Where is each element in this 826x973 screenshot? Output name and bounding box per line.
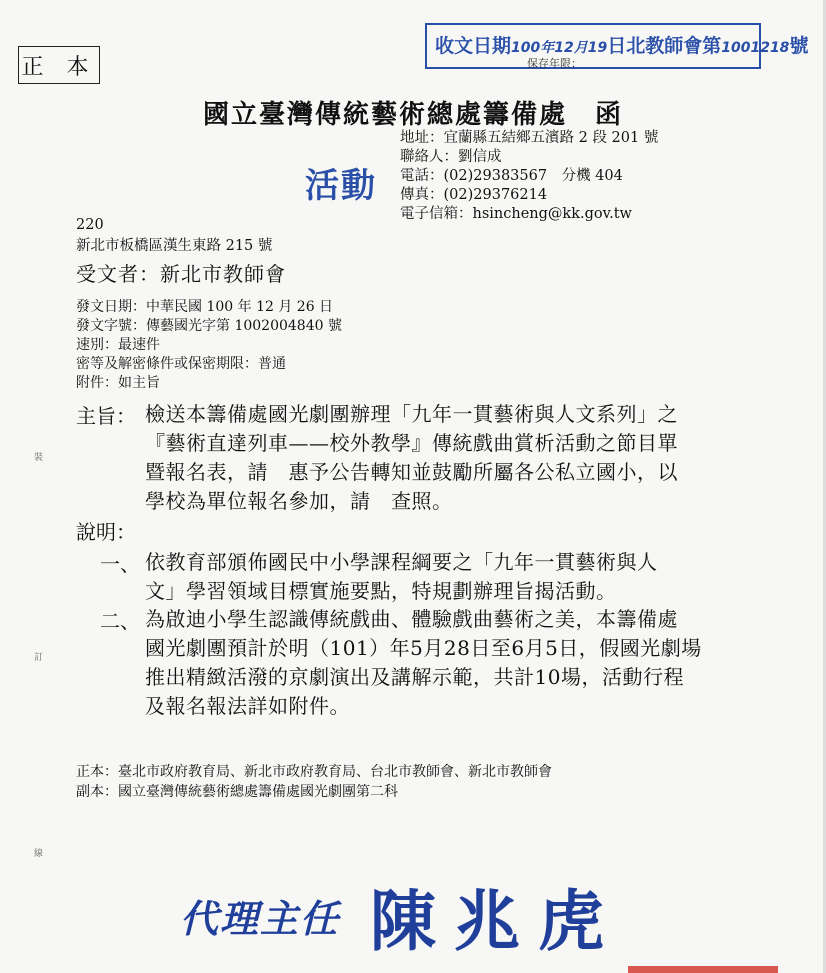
attachment-note: 附件：如主旨 [76,375,160,391]
explanation-label: 說明： [76,520,136,544]
item-line: 為啟迪小學生認識傳統戲曲、體驗戲曲藝術之美，本籌備處 [145,607,678,631]
stamp-suffix: 號 [789,35,809,57]
explanation-item-2 [145,605,755,721]
item-line: 文」學習領域目標實施要點，特規劃辦理旨揭活動。 [145,579,617,603]
sender-fax: 傳真：(02)29376214 [400,187,548,203]
secrecy-level: 密等及解密條件或保密期限：普通 [76,356,286,372]
recipient: 受文者：新北市教師會 [76,262,286,286]
item-line: 及報名報法詳如附件。 [145,694,350,718]
stamp-archive-label: 保存年限： [527,57,582,70]
binding-mark: 裝 [34,453,44,463]
sender-phone: 電話：(02)29383567 分機 404 [400,168,623,184]
stamp-date-label: 收文日期 [435,35,512,57]
cc-main: 正本：臺北市政府教育局、新北市政府教育局、台北市教師會、新北市教師會 [76,764,552,780]
subject-body [145,400,765,516]
signature-stamp [180,868,622,963]
reference-number: 發文字號：傳藝國光字第 1002004840 號 [76,318,342,334]
item-line: 推出精緻活潑的京劇演出及講解示範，共計10場，活動行程 [145,665,684,689]
binding-mark: 線 [34,849,44,859]
speed-class: 速別：最速件 [76,337,160,353]
stamp-number-label: 日北教師會第 [607,35,722,57]
sender-email: 電子信箱：hsincheng@kk.gov.tw [400,206,632,222]
copy-type-box: 正 本 [18,46,100,84]
item-line: 依教育部頒佈國民中小學課程綱要之「九年一貫藝術與人 [145,550,658,574]
subject-line: 暨報名表，請 惠予公告轉知並鼓勵所屬各公私立國小，以 [145,460,678,484]
binding-mark: 訂 [34,653,44,663]
subject-line: 『藝術直達列車——校外教學』傳統戲曲賞析活動之節目單 [145,431,678,455]
sender-address: 地址：宜蘭縣五結鄉五濱路 2 段 201 號 [400,130,659,146]
sender-contact-person: 聯絡人：劉信成 [400,149,502,165]
item-line: 國光劇團預計於明（101）年5月28日至6月5日，假國光劇場 [145,636,702,660]
subject-line: 檢送本籌備處國光劇團辦理「九年一貫藝術與人文系列」之 [145,402,678,426]
item-number: 二、 [100,609,140,633]
recipient-address: 新北市板橋區漢生東路 215 號 [76,238,273,254]
sender-contact-block [400,129,658,224]
signatory-name: 陳兆虎 [370,882,623,960]
document-title: 國立臺灣傳統藝術總處籌備處 函 [202,100,623,130]
subject-line: 學校為單位報名參加，請 查照。 [145,489,453,513]
stamp-date-handwritten: 100年12月19 [511,40,608,56]
explanation-item-1 [145,548,755,606]
activity-stamp: 活動 [305,166,377,206]
cc-copy: 副本：國立臺灣傳統藝術總處籌備處國光劇團第二科 [76,784,398,800]
item-number: 一、 [100,552,140,576]
stamp-number-handwritten: 1001218 [721,40,790,56]
issue-date: 發文日期：中華民國 100 年 12 月 26 日 [76,299,334,315]
document-meta [76,298,342,393]
red-mark [628,966,778,973]
receipt-stamp [425,23,809,70]
distribution-list [76,762,552,802]
subject-label: 主旨： [76,404,136,428]
signatory-role: 代理主任 [180,896,341,941]
postal-code: 220 [76,217,104,233]
